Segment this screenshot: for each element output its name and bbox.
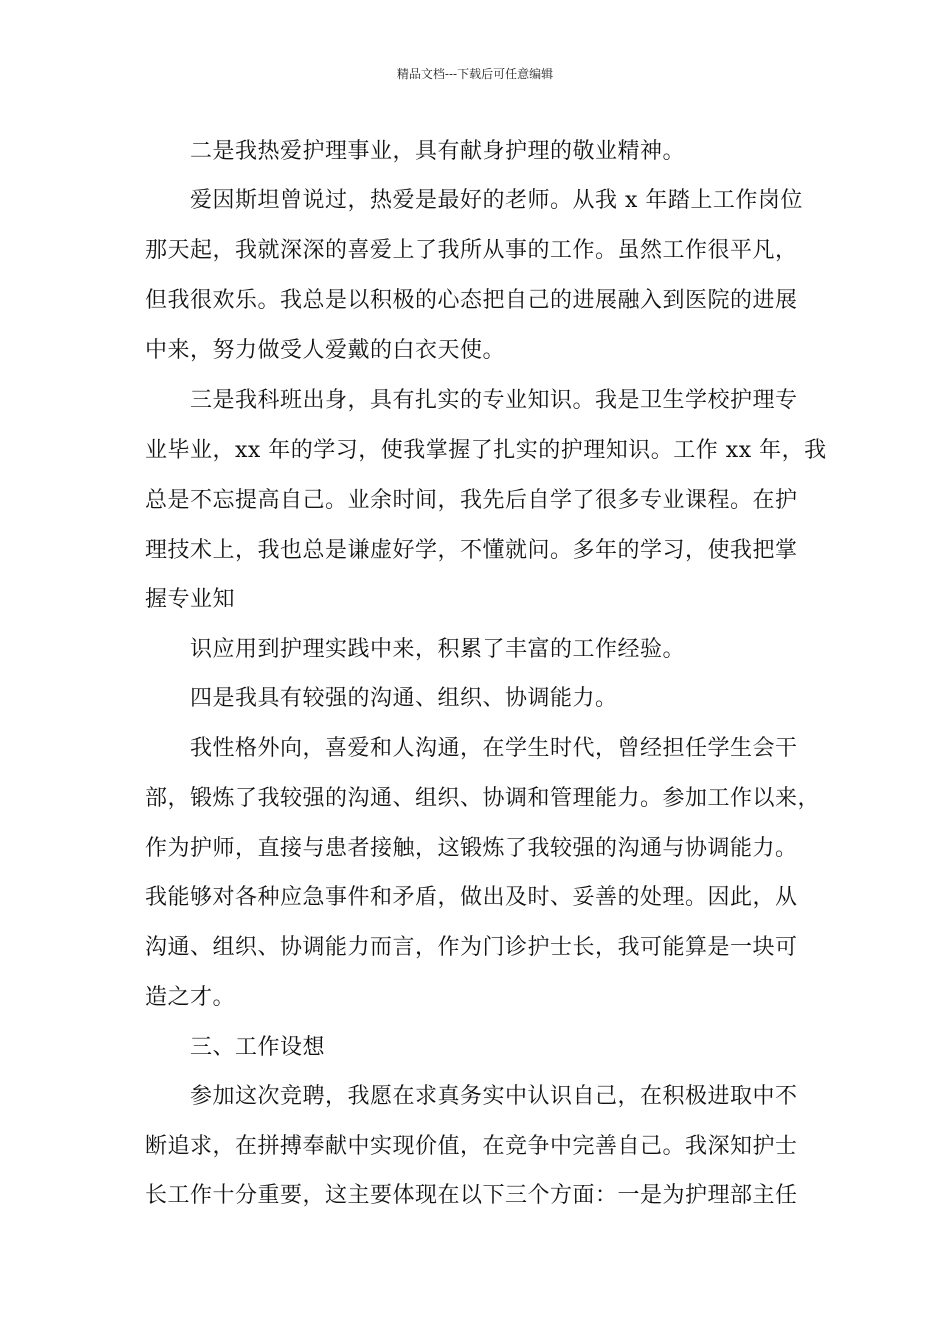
text-line: 我性格外向，喜爱和人沟通，在学生时代，曾经担任学生会干 <box>190 736 798 761</box>
text-line: 握专业知 <box>145 587 236 612</box>
text-line: 沟通、组织、协调能力而言，作为门诊护士长，我可能算是一块可 <box>145 935 798 960</box>
text-line: 识应用到护理实践中来，积累了丰富的工作经验。 <box>190 637 686 662</box>
text-line: 三是我科班出身，具有扎实的专业知识。我是卫生学校护理专 <box>190 388 798 413</box>
text-line: 那天起，我就深深的喜爱上了我所从事的工作。虽然工作很平凡， <box>145 238 798 263</box>
text-line: 但我很欢乐。我总是以积极的心态把自己的进展融入到医院的进展 <box>145 288 798 313</box>
text-line: 部，锻炼了我较强的沟通、组织、协调和管理能力。参加工作以来， <box>145 786 821 811</box>
page-header: 精品文档---下载后可任意编辑 <box>396 67 554 81</box>
text-line: 业毕业，xx 年的学习，使我掌握了扎实的护理知识。工作 xx 年，我 <box>145 438 827 463</box>
text-line: 造之才。 <box>145 985 236 1010</box>
text-line: 理技术上，我也总是谦虚好学，不懂就问。多年的学习，使我把掌 <box>145 538 798 563</box>
text-line: 四是我具有较强的沟通、组织、协调能力。 <box>190 686 618 711</box>
section-heading: 三、工作设想 <box>190 1035 326 1060</box>
text-line: 总是不忘提高自己。业余时间，我先后自学了很多专业课程。在护 <box>145 488 798 513</box>
text-line: 长工作十分重要，这主要体现在以下三个方面：一是为护理部主任 <box>145 1183 798 1208</box>
text-line: 二是我热爱护理事业，具有献身护理的敬业精神。 <box>190 139 686 164</box>
text-line: 我能够对各种应急事件和矛盾，做出及时、妥善的处理。因此，从 <box>145 885 798 910</box>
text-line: 爱因斯坦曾说过，热爱是最好的老师。从我 x 年踏上工作岗位 <box>190 188 803 213</box>
text-line: 作为护师，直接与患者接触，这锻炼了我较强的沟通与协调能力。 <box>145 836 798 861</box>
text-line: 断追求，在拼搏奉献中实现价值，在竞争中完善自己。我深知护士 <box>145 1134 798 1159</box>
text-line: 中来，努力做受人爱戴的白衣天使。 <box>145 338 506 363</box>
text-line: 参加这次竞聘，我愿在求真务实中认识自己，在积极进取中不 <box>190 1084 798 1109</box>
